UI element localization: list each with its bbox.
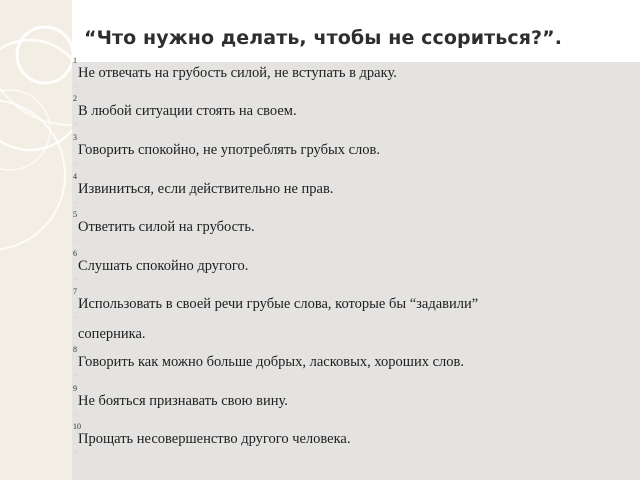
item-number: 6 xyxy=(73,249,77,258)
page-title: “Что нужно делать, чтобы не ссориться?”. xyxy=(84,27,563,49)
bullet-icon: · xyxy=(74,122,76,128)
content-area xyxy=(72,56,640,480)
bullet-icon: · xyxy=(74,238,76,244)
item-number: 2 xyxy=(73,94,77,103)
item-text: Использовать в своей речи грубые слова, которые бы “задавили” xyxy=(78,296,479,312)
item-text: Прощать несовершенство другого человека. xyxy=(78,431,351,447)
item-text: Слушать спокойно другого. xyxy=(78,258,249,274)
item-text: Ответить силой на грубость. xyxy=(78,219,255,235)
item-number: 1 xyxy=(73,56,77,65)
item-number: 4 xyxy=(73,172,77,181)
bullet-icon: · xyxy=(74,450,76,456)
item-number: 9 xyxy=(73,384,77,393)
bullet-icon: · xyxy=(74,315,76,321)
bullet-icon: · xyxy=(74,161,76,167)
item-number: 8 xyxy=(73,345,77,354)
item-text: Говорить как можно больше добрых, ласковых, хороших слов. xyxy=(78,354,464,370)
item-number: 5 xyxy=(73,210,77,219)
item-text-continuation: соперника. xyxy=(78,326,146,342)
bullet-icon: · xyxy=(74,373,76,379)
decorative-left-panel xyxy=(0,0,72,480)
item-text: Извиниться, если действительно не прав. xyxy=(78,181,334,197)
bullet-icon: · xyxy=(74,84,76,90)
item-text: Не бояться признавать свою вину. xyxy=(78,393,288,409)
bullet-icon: · xyxy=(74,277,76,283)
item-text: Не отвечать на грубость силой, не вступать в драку. xyxy=(78,65,397,81)
item-text: Говорить спокойно, не употреблять грубых слов. xyxy=(78,142,381,158)
decorative-arcs xyxy=(0,0,72,480)
item-number: 7 xyxy=(73,287,77,296)
item-number: 10 xyxy=(73,422,81,431)
item-number: 3 xyxy=(73,133,77,142)
bullet-icon: · xyxy=(74,412,76,418)
bullet-icon: · xyxy=(74,200,76,206)
item-text: В любой ситуации стоять на своем. xyxy=(78,103,297,119)
